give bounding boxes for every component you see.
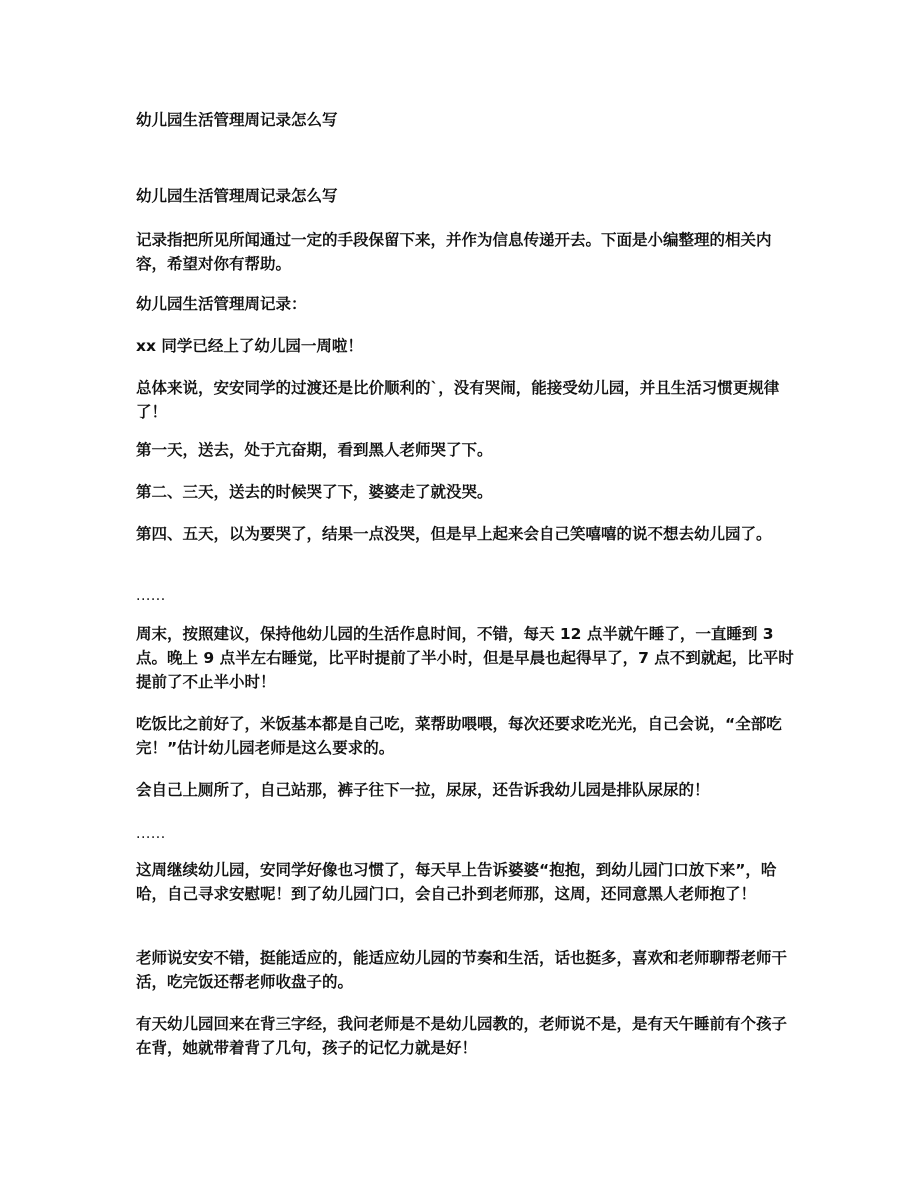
intro-paragraph: 记录指把所见所闻通过一定的手段保留下来，并作为信息传递开去。下面是小编整理的相关内容，希望对你有帮助。 [136,231,772,273]
article-title: 幼儿园生活管理周记录怎么写 [136,187,338,205]
paragraph-2: 总体来说，安安同学的过渡还是比价顺利的`，没有哭闹，能接受幼儿园，并且生活习惯更规律了！ [136,379,780,421]
paragraph-11: 有天幼儿园回来在背三字经，我问老师是不是幼儿园教的，老师说不是，是有天午睡前有个孩子在背，她就带着背了几句，孩子的记忆力就是好！ [136,1015,788,1057]
ellipsis-1: ...... [136,588,166,604]
paragraph-4: 第二、三天，送去的时候哭了下，婆婆走了就没哭。 [136,483,493,501]
paragraph-5: 第四、五天，以为要哭了，结果一点没哭，但是早上起来会自己笑嘻嘻的说不想去幼儿园了。 [136,525,772,543]
ellipsis-2: ...... [136,826,166,842]
document-header-title: 幼儿园生活管理周记录怎么写 [136,111,338,129]
paragraph-3: 第一天，送去，处于亢奋期，看到黑人老师哭了下。 [136,441,493,459]
paragraph-10: 老师说安安不错，挺能适应的，能适应幼儿园的节奏和生活，话也挺多，喜欢和老师聊帮老师干活，吃完饭还帮老师收盘子的。 [136,949,788,991]
paragraph-9: 这周继续幼儿园，安同学好像也习惯了，每天早上告诉婆婆“抱抱，到幼儿园门口放下来”，哈哈，自己寻求安慰呢！到了幼儿园门口，会自己扑到老师那，这周，还同意黑人老师抱了！ [136,861,777,903]
paragraph-7: 吃饭比之前好了，米饭基本都是自己吃，菜帮助喂喂，每次还要求吃光光，自己会说，“全部吃完！”估计幼儿园老师是这么要求的。 [136,715,782,757]
paragraph-6: 周末，按照建议，保持他幼儿园的生活作息时间，不错，每天 12 点半就午睡了，一直睡到 3 点。晚上 9 点半左右睡觉，比平时提前了半小时，但是早晨也起得早了，7 点不到就起，比平时提前了不止半小时！ [136,625,794,691]
paragraph-8: 会自己上厕所了，自己站那，裤子往下一拉，尿尿，还告诉我幼儿园是排队尿尿的！ [136,781,710,799]
paragraph-1: xx 同学已经上了幼儿园一周啦！ [136,337,363,355]
section-label: 幼儿园生活管理周记录： [136,295,307,313]
